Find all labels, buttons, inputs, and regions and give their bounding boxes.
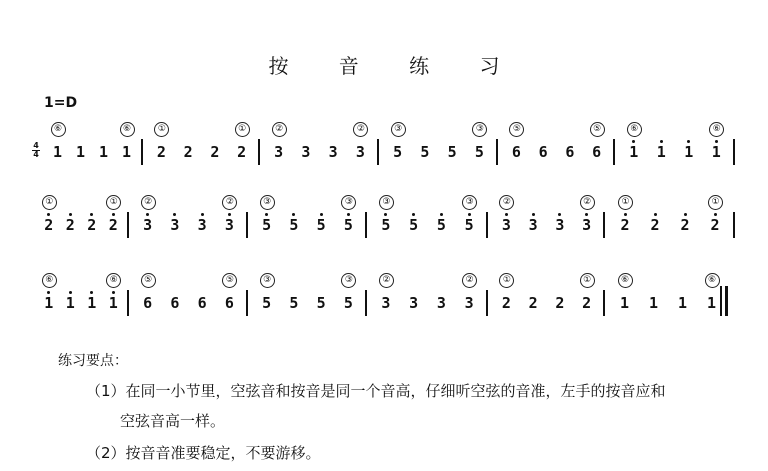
note: 5 bbox=[262, 216, 272, 234]
note: 3 bbox=[274, 143, 284, 161]
note: 2 bbox=[501, 294, 511, 312]
practice-points-title: 练习要点： bbox=[58, 353, 128, 369]
note: 1 bbox=[684, 143, 694, 161]
note: 1 bbox=[75, 143, 86, 161]
note: 2 bbox=[156, 143, 166, 161]
final-barline-thick bbox=[725, 286, 728, 316]
string-marker: ② bbox=[353, 122, 368, 137]
note: 5 bbox=[262, 294, 272, 312]
note: 1 bbox=[656, 143, 666, 161]
string-marker: ③ bbox=[341, 195, 356, 210]
note: 1 bbox=[44, 294, 54, 312]
note: 5 bbox=[409, 216, 419, 234]
barline bbox=[258, 139, 260, 165]
string-marker: ① bbox=[42, 195, 57, 210]
string-marker: ⑥ bbox=[618, 273, 633, 288]
note: 3 bbox=[464, 294, 474, 312]
practice-point-2-line-1: （2）按音音准要稳定，不要游移。 bbox=[86, 444, 321, 462]
barline bbox=[365, 212, 367, 238]
note: 1 bbox=[677, 294, 688, 312]
note: 6 bbox=[224, 294, 234, 312]
time-signature bbox=[32, 142, 40, 159]
note: 3 bbox=[555, 216, 565, 234]
note: 5 bbox=[464, 216, 474, 234]
high-octave-dot bbox=[347, 213, 350, 216]
string-marker: ⑤ bbox=[509, 122, 524, 137]
note: 2 bbox=[87, 216, 97, 234]
note: 3 bbox=[170, 216, 180, 234]
note: 2 bbox=[237, 143, 247, 161]
high-octave-dot bbox=[654, 213, 657, 216]
note: 2 bbox=[620, 216, 630, 234]
string-marker: ② bbox=[141, 195, 156, 210]
barline bbox=[127, 290, 129, 316]
high-octave-dot bbox=[624, 213, 627, 216]
string-marker: ⑥ bbox=[705, 273, 720, 288]
note: 1 bbox=[629, 143, 639, 161]
note: 2 bbox=[210, 143, 220, 161]
barline bbox=[486, 212, 488, 238]
string-marker: ② bbox=[222, 195, 237, 210]
high-octave-dot bbox=[468, 213, 471, 216]
string-marker: ① bbox=[154, 122, 169, 137]
note: 3 bbox=[501, 216, 511, 234]
barline bbox=[603, 212, 605, 238]
note: 1 bbox=[711, 143, 721, 161]
note: 3 bbox=[528, 216, 538, 234]
string-marker: ⑥ bbox=[106, 273, 121, 288]
note: 1 bbox=[619, 294, 630, 312]
note: 3 bbox=[436, 294, 446, 312]
high-octave-dot bbox=[660, 140, 663, 143]
high-octave-dot bbox=[505, 213, 508, 216]
high-octave-dot bbox=[714, 213, 717, 216]
high-octave-dot bbox=[228, 213, 231, 216]
note: 3 bbox=[301, 143, 311, 161]
note: 3 bbox=[355, 143, 365, 161]
note: 2 bbox=[710, 216, 720, 234]
note: 5 bbox=[343, 216, 353, 234]
high-octave-dot bbox=[69, 291, 72, 294]
string-marker: ⑤ bbox=[222, 273, 237, 288]
note: 5 bbox=[474, 143, 484, 161]
barline bbox=[733, 139, 735, 165]
string-marker: ② bbox=[272, 122, 287, 137]
note: 6 bbox=[170, 294, 180, 312]
note: 2 bbox=[65, 216, 75, 234]
note: 1 bbox=[87, 294, 97, 312]
high-octave-dot bbox=[112, 213, 115, 216]
high-octave-dot bbox=[320, 213, 323, 216]
note: 1 bbox=[706, 294, 717, 312]
note: 2 bbox=[555, 294, 565, 312]
string-marker: ① bbox=[499, 273, 514, 288]
string-marker: ⑥ bbox=[42, 273, 57, 288]
barline bbox=[246, 290, 248, 316]
string-marker: ② bbox=[379, 273, 394, 288]
note: 6 bbox=[538, 143, 548, 161]
string-marker: ③ bbox=[391, 122, 406, 137]
note: 1 bbox=[98, 143, 109, 161]
key-signature: 1=D bbox=[44, 95, 78, 111]
note: 6 bbox=[592, 143, 602, 161]
note: 2 bbox=[108, 216, 118, 234]
note: 5 bbox=[289, 294, 299, 312]
note: 3 bbox=[328, 143, 338, 161]
high-octave-dot bbox=[440, 213, 443, 216]
string-marker: ① bbox=[106, 195, 121, 210]
note: 5 bbox=[289, 216, 299, 234]
string-marker: ② bbox=[499, 195, 514, 210]
final-barline-thin bbox=[720, 286, 722, 316]
high-octave-dot bbox=[715, 140, 718, 143]
note: 1 bbox=[108, 294, 118, 312]
string-marker: ③ bbox=[462, 195, 477, 210]
high-octave-dot bbox=[532, 213, 535, 216]
high-octave-dot bbox=[201, 213, 204, 216]
note: 6 bbox=[511, 143, 521, 161]
barline bbox=[603, 290, 605, 316]
barline bbox=[377, 139, 379, 165]
note: 3 bbox=[409, 294, 419, 312]
barline bbox=[733, 212, 735, 238]
note: 2 bbox=[582, 294, 592, 312]
string-marker: ① bbox=[708, 195, 723, 210]
note: 5 bbox=[420, 143, 430, 161]
barline bbox=[496, 139, 498, 165]
note: 3 bbox=[224, 216, 234, 234]
barline bbox=[141, 139, 143, 165]
high-octave-dot bbox=[69, 213, 72, 216]
page-title: 按 音 练 习 bbox=[268, 54, 522, 78]
time-signature-top: 4 bbox=[33, 141, 39, 150]
high-octave-dot bbox=[112, 291, 115, 294]
string-marker: ③ bbox=[379, 195, 394, 210]
time-signature-bottom: 4 bbox=[33, 150, 39, 159]
string-marker: ① bbox=[235, 122, 250, 137]
barline bbox=[486, 290, 488, 316]
note: 2 bbox=[680, 216, 690, 234]
note: 1 bbox=[52, 143, 63, 161]
string-marker: ① bbox=[618, 195, 633, 210]
note: 2 bbox=[44, 216, 54, 234]
note: 6 bbox=[143, 294, 153, 312]
string-marker: ③ bbox=[260, 195, 275, 210]
note: 5 bbox=[381, 216, 391, 234]
note: 1 bbox=[121, 143, 132, 161]
barline bbox=[613, 139, 615, 165]
string-marker: ⑤ bbox=[141, 273, 156, 288]
note: 5 bbox=[316, 216, 326, 234]
string-marker: ③ bbox=[472, 122, 487, 137]
barline bbox=[127, 212, 129, 238]
note: 3 bbox=[197, 216, 207, 234]
note: 5 bbox=[436, 216, 446, 234]
note: 5 bbox=[316, 294, 326, 312]
string-marker: ① bbox=[580, 273, 595, 288]
note: 5 bbox=[447, 143, 457, 161]
string-marker: ② bbox=[462, 273, 477, 288]
high-octave-dot bbox=[684, 213, 687, 216]
note: 6 bbox=[565, 143, 575, 161]
string-marker: ③ bbox=[260, 273, 275, 288]
note: 2 bbox=[528, 294, 538, 312]
note: 2 bbox=[183, 143, 193, 161]
barline bbox=[365, 290, 367, 316]
barline bbox=[246, 212, 248, 238]
string-marker: ③ bbox=[341, 273, 356, 288]
practice-point-1-line-2: 空弦音高一样。 bbox=[120, 412, 226, 430]
note: 5 bbox=[393, 143, 403, 161]
string-marker: ⑥ bbox=[51, 122, 66, 137]
note: 3 bbox=[143, 216, 153, 234]
string-marker: ⑥ bbox=[120, 122, 135, 137]
note: 2 bbox=[650, 216, 660, 234]
string-marker: ⑤ bbox=[590, 122, 605, 137]
note: 5 bbox=[343, 294, 353, 312]
string-marker: ⑥ bbox=[627, 122, 642, 137]
string-marker: ⑥ bbox=[709, 122, 724, 137]
note: 1 bbox=[65, 294, 75, 312]
practice-point-1-line-1: （1）在同一小节里，空弦音和按音是同一个音高，仔细听空弦的音准，左手的按音应和 bbox=[86, 382, 666, 400]
string-marker: ② bbox=[580, 195, 595, 210]
note: 3 bbox=[381, 294, 391, 312]
note: 3 bbox=[582, 216, 592, 234]
note: 6 bbox=[197, 294, 207, 312]
note: 1 bbox=[648, 294, 659, 312]
